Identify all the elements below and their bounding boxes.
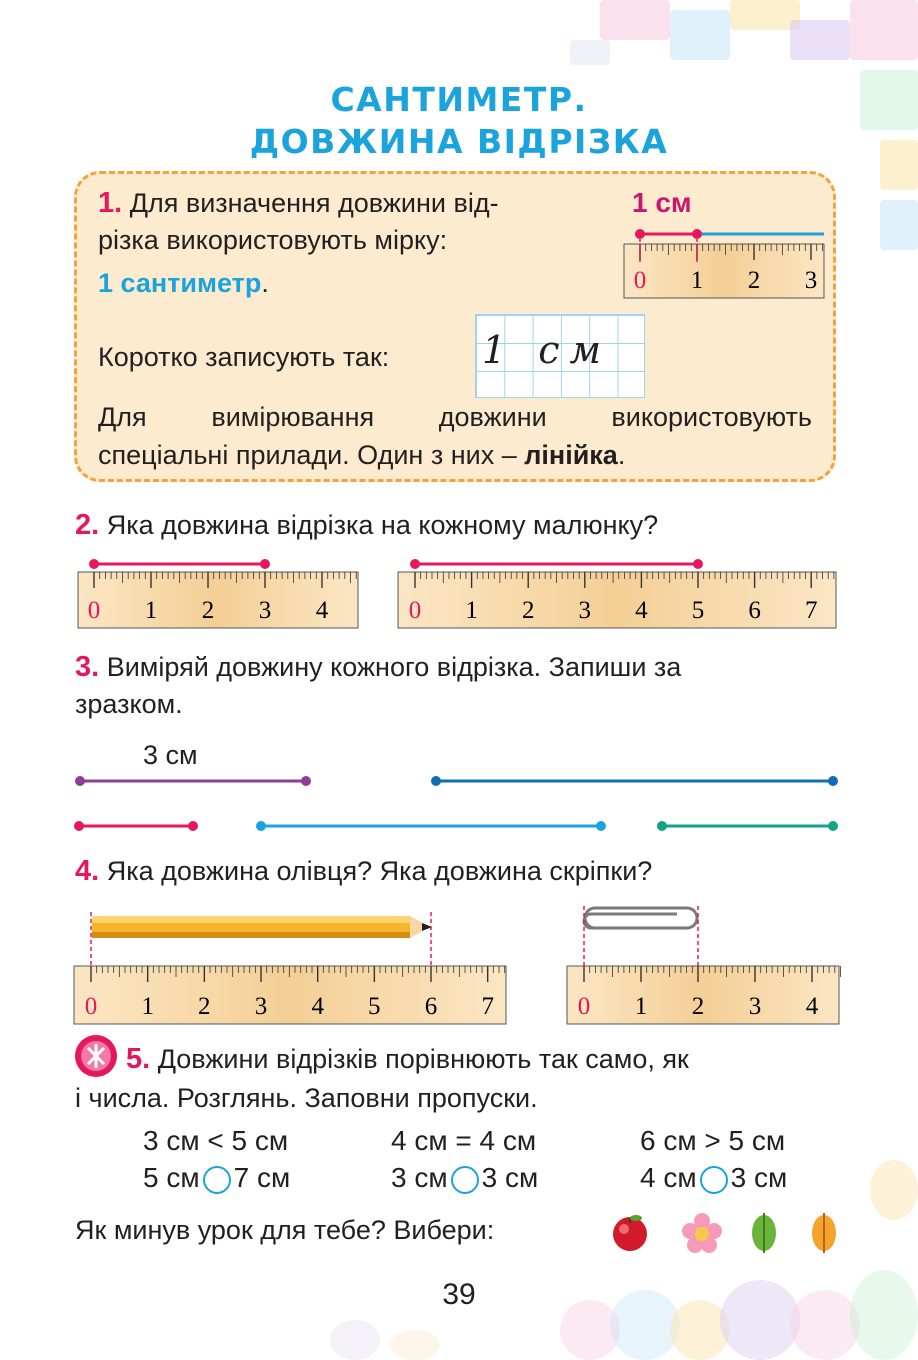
comparison-example-3: 6 см > 5 см xyxy=(640,1125,786,1156)
paperclip-icon xyxy=(584,908,697,928)
sample-answer: 3 см xyxy=(143,740,198,770)
comparison-example-2: 4 см = 4 см xyxy=(391,1125,537,1156)
ruler-tick-0: 0 xyxy=(87,597,101,624)
pencil-icon xyxy=(92,916,432,938)
ruler-tick-7: 7 xyxy=(804,597,818,624)
segment-teal xyxy=(657,821,838,831)
task4-number: 4. xyxy=(75,855,100,887)
comparison-task-2: 3 см 3 см xyxy=(391,1162,539,1193)
task3-segments xyxy=(0,760,918,850)
ruler-tick-3: 3 xyxy=(254,993,268,1020)
task1-line1: 1. Для визначення довжини від- xyxy=(98,187,499,219)
one-cm-label: 1 см xyxy=(632,187,692,218)
task2-ruler-a xyxy=(72,552,362,632)
ruler-tick-1: 1 xyxy=(144,597,158,624)
reflection-question: Як минув урок для тебе? Вибери: xyxy=(75,1215,495,1245)
ruler-tick-0: 0 xyxy=(408,597,422,624)
tool-line1: Для вимірювання довжини використовують xyxy=(98,402,812,432)
comparison-task-1: 5 см 7 см xyxy=(143,1162,291,1193)
task1-line2: різка використовують мірку: xyxy=(98,225,448,255)
ruler-tick-1: 1 xyxy=(634,993,648,1020)
task1-ruler xyxy=(620,222,830,302)
ruler-tick-2: 2 xyxy=(747,267,761,294)
task3-number: 3. xyxy=(75,651,100,683)
ruler-tick-1: 1 xyxy=(141,993,154,1020)
unit-name: 1 сантиметр xyxy=(98,268,262,298)
page-title-line2: ДОВЖИНА ВІДРІЗКА xyxy=(249,122,669,161)
handwritten-cm: 1 см xyxy=(482,328,612,372)
ruler-tick-0: 0 xyxy=(84,993,98,1020)
task1-unit-line: 1 сантиметр. xyxy=(98,268,269,298)
segment-pink xyxy=(74,821,198,831)
ruler-tick-6: 6 xyxy=(424,993,438,1020)
answer-circle[interactable] xyxy=(700,1166,728,1194)
apple-icon[interactable] xyxy=(608,1209,652,1253)
tool-line2: спеціальні прилади. Один з них – лінійка. xyxy=(98,440,626,470)
ruler-tick-3: 3 xyxy=(804,267,818,294)
ruler-tick-0: 0 xyxy=(633,267,647,294)
task1-number: 1. xyxy=(98,187,123,219)
comparison-example-1: 3 см < 5 см xyxy=(143,1125,289,1156)
task4-question: 4. Яка довжина олівця? Яка довжина скріпки? xyxy=(75,855,653,887)
task5-number: 5. xyxy=(126,1043,151,1075)
ruler-tick-7: 7 xyxy=(481,993,494,1020)
green-leaf-icon[interactable] xyxy=(748,1209,780,1255)
task4-clip-ruler xyxy=(565,900,841,1028)
short-record-label: Коротко записують так: xyxy=(98,342,390,372)
segment-dark-blue xyxy=(431,776,838,786)
ruler-tick-3: 3 xyxy=(578,597,592,624)
answer-circle[interactable] xyxy=(451,1166,479,1194)
ruler-tick-3: 3 xyxy=(748,993,762,1020)
ruler-tick-2: 2 xyxy=(521,597,535,624)
task2-question: 2. Яка довжина відрізка на кожному малюнку? xyxy=(75,509,659,541)
page-number: 39 xyxy=(442,1278,476,1311)
ruler-tick-2: 2 xyxy=(198,993,211,1020)
ruler-tick-6: 6 xyxy=(748,597,761,624)
task2-ruler-b xyxy=(394,552,838,632)
page-title-line1: САНТИМЕТР. xyxy=(330,80,588,119)
ruler-tick-4: 4 xyxy=(311,993,324,1020)
ruler-tick-1: 1 xyxy=(465,597,478,624)
ruler-tick-0: 0 xyxy=(577,993,591,1020)
ruler-tick-1: 1 xyxy=(690,267,704,294)
task4-pencil-ruler xyxy=(72,908,508,1028)
ruler-tick-5: 5 xyxy=(368,993,381,1020)
ruler-tick-3: 3 xyxy=(258,597,272,624)
ruler-tick-2: 2 xyxy=(201,597,215,624)
ruler-tick-4: 4 xyxy=(805,993,819,1020)
task5-line1: 5. Довжини відрізків порівнюють так само, як xyxy=(126,1043,689,1075)
flower-icon[interactable] xyxy=(680,1211,724,1255)
orange-leaf-icon[interactable] xyxy=(808,1209,840,1255)
task3-line2: зразком. xyxy=(75,689,183,719)
segment-cyan xyxy=(256,821,606,831)
task2-number: 2. xyxy=(75,509,100,541)
ruler-tick-5: 5 xyxy=(691,597,705,624)
comparison-task-3: 4 см 3 см xyxy=(640,1162,788,1193)
ruler-word: лінійка xyxy=(524,440,618,470)
ruler-tick-4: 4 xyxy=(635,597,648,624)
ruler-tick-2: 2 xyxy=(691,993,705,1020)
segment-purple xyxy=(75,776,311,786)
pair-work-icon xyxy=(74,1034,118,1078)
task5-line2: і числа. Розглянь. Заповни пропуски. xyxy=(75,1083,538,1113)
ruler-tick-4: 4 xyxy=(315,597,329,624)
task3-line1: 3. Виміряй довжину кожного відрізка. Запиши за xyxy=(75,651,682,683)
answer-circle[interactable] xyxy=(203,1166,231,1194)
